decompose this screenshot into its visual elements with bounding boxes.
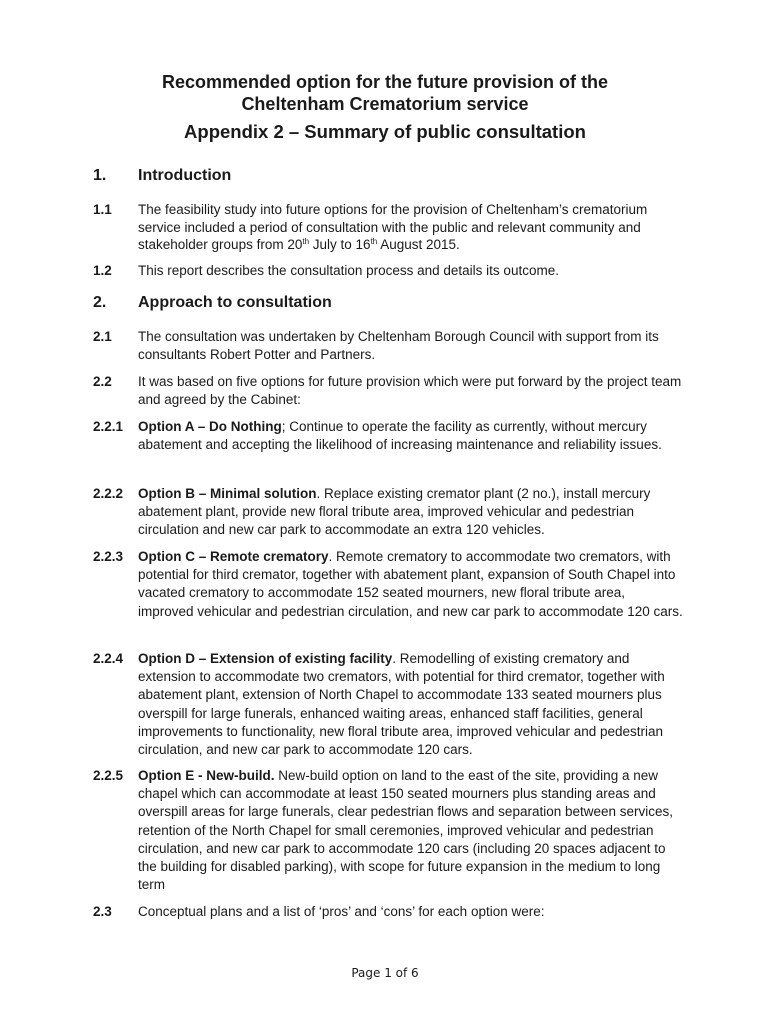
paragraph-body: Conceptual plans and a list of ‘pros’ and ‘cons’ for each option were:: [138, 904, 545, 919]
paragraph-1-1: [93, 201, 683, 254]
paragraph-2-2-3: [93, 548, 683, 621]
paragraph-number: 2.1: [93, 329, 112, 344]
paragraph-1-2: [93, 262, 683, 280]
option-name: Option C – Remote crematory: [138, 549, 329, 564]
paragraph-body: The consultation was undertaken by Cheltenham Borough Council with support from its consultants Robert Potter and Partners.: [138, 329, 659, 362]
paragraph-2-2: [93, 373, 683, 408]
option-name: Option B – Minimal solution: [138, 486, 317, 501]
paragraph-number: 1.1: [93, 202, 112, 217]
paragraph-body: The feasibility study into future options for the provision of Cheltenham’s crematorium service included a period of consultation with the public and relevant community and stakeholder groups from 20th July to 16th August 2015.: [138, 202, 648, 253]
paragraph-2-2-4: [93, 650, 683, 759]
paragraph-2-1: [93, 328, 683, 363]
page-number: Page 1 of 6: [351, 966, 419, 980]
paragraph-number: 2.2: [93, 374, 112, 389]
paragraph-number: 1.2: [93, 263, 112, 278]
paragraph-number: 2.2.5: [93, 768, 124, 783]
paragraph-body: Option B – Minimal solution. Replace existing cremator plant (2 no.), install mercury abatement plant, provide new floral tribute area, improved vehicular and pedestrian circulation and new car park to accommodate an extra 120 vehicles.: [138, 486, 651, 538]
appendix-title: Appendix 2 – Summary of public consultation: [184, 121, 586, 142]
option-name: Option D – Extension of existing facility: [138, 651, 393, 666]
paragraph-number: 2.2.4: [93, 651, 124, 666]
paragraph-2-3: [93, 903, 683, 921]
section-title: Approach to consultation: [138, 294, 332, 311]
paragraph-body: Option C – Remote crematory. Remote crematory to accommodate two cremators, with potential for third cremator, together with abatement plant, expansion of South Chapel into vacated crematory to accommodate 152 seated mourners, new floral tribute area, improved vehicular and pedestrian circulation, and new car park to accommodate 120 cars.: [138, 549, 683, 619]
paragraph-body: Option D – Extension of existing facility. Remodelling of existing crematory and extension to accommodate two cremators, with potential for third cremator, together with abatement plant, extension of North Chapel to accommodate 133 seated mourners plus overspill for large funerals, enhanced waiting areas, enhanced staff facilities, general improvements to functionality, new floral tribute area, improved vehicular and pedestrian circulation, and new car park to accommodate 120 cars.: [138, 651, 665, 758]
option-name: Option E - New-build.: [138, 768, 275, 783]
paragraph-number: 2.3: [93, 904, 112, 919]
paragraph-body: This report describes the consultation process and details its outcome.: [138, 263, 559, 278]
paragraph-number: 2.2.1: [93, 419, 124, 434]
section-title: Introduction: [138, 167, 232, 184]
paragraph-number: 2.2.3: [93, 549, 124, 564]
section-number: 2.: [93, 294, 107, 311]
option-name: Option A – Do Nothing: [138, 419, 282, 434]
paragraph-body: Option E - New-build. New-build option on land to the east of the site, providing a new chapel which can accommodate at least 150 seated mourners plus standing areas and overspill areas for large funerals, clear pedestrian flows and separation between services, retention of the North Chapel for small ceremonies, improved vehicular and pedestrian circulation, and new car park to accommodate 120 cars (including 20 spaces adjacent to the building for disabled parking), with scope for future expansion in the medium to long term: [138, 768, 674, 893]
paragraph-2-2-1: [93, 418, 683, 454]
document-title-line-1: Recommended option for the future provision of the: [161, 72, 608, 92]
document-title-line-2: Cheltenham Crematorium service: [241, 94, 529, 114]
paragraph-2-2-2: [93, 485, 683, 540]
paragraph-2-2-5: [93, 767, 683, 894]
section-number: 1.: [93, 167, 107, 184]
paragraph-body: Option A – Do Nothing; Continue to operate the facility as currently, without mercury abatement and accepting the likelihood of increasing maintenance and reliability issues.: [138, 419, 662, 453]
paragraph-number: 2.2.2: [93, 486, 124, 501]
paragraph-body: It was based on five options for future provision which were put forward by the project team and agreed by the Cabinet:: [138, 374, 682, 407]
